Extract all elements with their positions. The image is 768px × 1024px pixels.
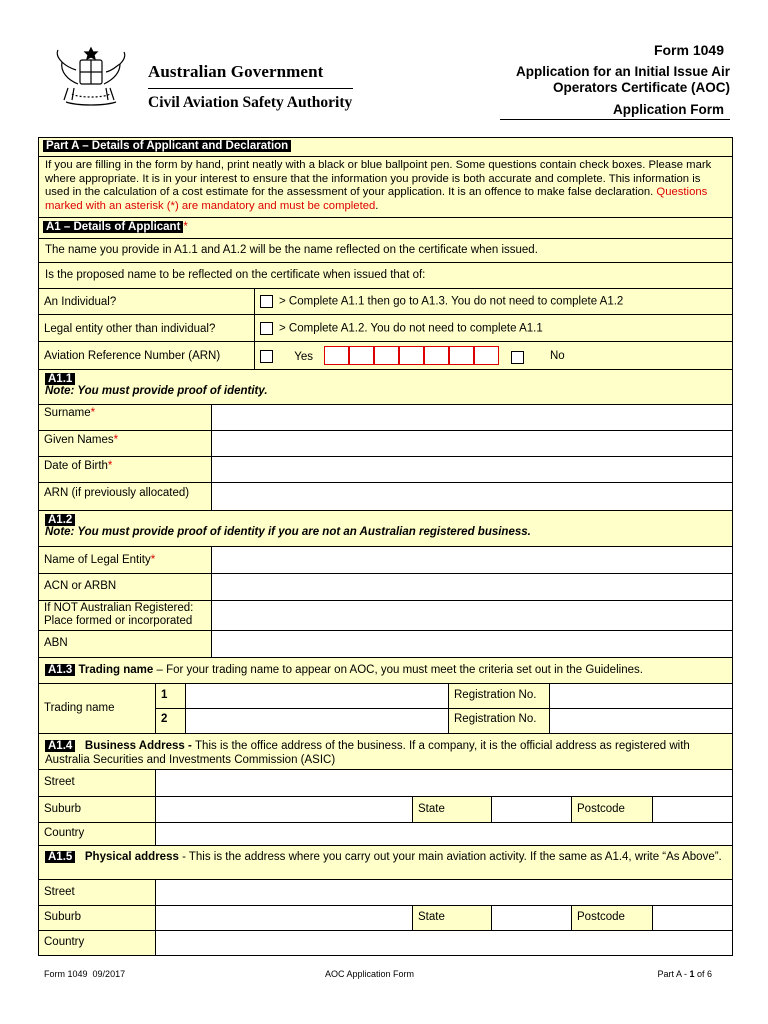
abn-field[interactable] — [211, 630, 733, 658]
a1-5-heading — [38, 845, 733, 880]
mandatory-notice: Questions marked with an asterisk (*) are mandatory and must be completed — [45, 186, 708, 212]
trading-name-2-number: 2 — [155, 708, 186, 734]
a1-3-title: Trading name — [78, 664, 154, 676]
a1-1-note: Note: You must provide proof of identity. — [45, 385, 268, 397]
physical-state-field[interactable] — [491, 905, 572, 931]
place-formed-label — [38, 600, 212, 631]
surname-asterisk: * — [90, 407, 96, 419]
place-formed-field[interactable] — [211, 600, 733, 631]
arn-no-checkbox[interactable] — [511, 351, 524, 364]
place-formed-line1: If NOT Australian Registered: — [44, 602, 194, 614]
physical-suburb-field[interactable] — [155, 905, 413, 931]
form-title: Application for an Initial Issue Air Operators Certificate (AOC) — [515, 64, 730, 95]
legal-entity-checkbox[interactable] — [260, 322, 273, 335]
a1-line2: Is the proposed name to be reflected on the certificate when issued that of: — [38, 262, 733, 289]
given-names-text: Given Names — [44, 434, 114, 446]
instructions — [38, 156, 733, 218]
a1-3-tag: A1.3 — [45, 664, 75, 676]
individual-option — [254, 288, 733, 315]
a1-1-heading — [38, 369, 733, 405]
legal-entity-name-text: Name of Legal Entity — [44, 554, 151, 566]
government-name: Australian Government — [148, 62, 324, 81]
a1-2-note: Note: You must provide proof of identity if you are not an Australian registered business. — [45, 526, 531, 538]
a1-4-title: Business Address - — [84, 740, 196, 752]
business-country-field[interactable] — [155, 822, 733, 846]
footer-form-text: Form 1049 — [44, 969, 88, 979]
trading-name-2-field[interactable] — [185, 708, 449, 734]
place-formed-line2: Place formed or incorporated — [44, 615, 193, 627]
subtitle-rule — [500, 119, 730, 120]
footer-page-suffix: of 6 — [694, 969, 712, 979]
legal-entity-label: Legal entity other than individual? — [38, 314, 255, 342]
footer-form-number — [44, 969, 125, 979]
dob-text: Date of Birth — [44, 460, 108, 472]
arn-digit-box[interactable] — [374, 346, 399, 365]
a1-3-heading — [38, 657, 733, 684]
physical-state-label: State — [412, 905, 492, 931]
business-country-label: Country — [38, 822, 156, 846]
coat-of-arms-icon — [48, 44, 134, 110]
given-names-field[interactable] — [211, 430, 733, 457]
physical-country-label: Country — [38, 930, 156, 956]
surname-label — [38, 404, 212, 431]
legal-entity-option-text: > Complete A1.2. You do not need to complete A1.1 — [279, 322, 543, 335]
legal-entity-name-field[interactable] — [211, 546, 733, 574]
a1-4-heading — [38, 733, 733, 770]
business-street-label: Street — [38, 769, 156, 797]
business-suburb-label: Suburb — [38, 796, 156, 823]
a1-5-tag: A1.5 — [45, 851, 75, 863]
physical-suburb-label: Suburb — [38, 905, 156, 931]
a1-2-heading — [38, 510, 733, 547]
a1-asterisk: * — [183, 221, 188, 233]
individual-label: An Individual? — [38, 288, 255, 315]
a1-2-tag: A1.2 — [45, 514, 75, 526]
registration-1-label: Registration No. — [448, 683, 550, 709]
footer-date: 09/2017 — [92, 969, 126, 979]
trading-name-1-field[interactable] — [185, 683, 449, 709]
form-subtitle: Application Form — [613, 102, 724, 117]
acn-field[interactable] — [211, 573, 733, 601]
a1-4-desc: This is the office address of the business. If a company, it is the official address as registered with Australia Securities and Investments Commission (ASIC) — [45, 740, 690, 766]
business-postcode-label: Postcode — [571, 796, 653, 823]
physical-street-field[interactable] — [155, 879, 733, 906]
business-state-label: State — [412, 796, 492, 823]
instructions-end: . — [375, 199, 379, 212]
a1-5-desc: - This is the address where you carry out your main aviation activity. If the same as A1.4, write “As Above”. — [178, 851, 722, 863]
agency-divider — [148, 88, 353, 89]
a1-1-tag: A1.1 — [45, 373, 75, 385]
legal-entity-option — [254, 314, 733, 342]
surname-text: Surname — [44, 407, 91, 419]
business-street-field[interactable] — [155, 769, 733, 797]
abn-label: ABN — [38, 630, 212, 658]
arn-digit-box[interactable] — [399, 346, 424, 365]
arn-label: Aviation Reference Number (ARN) — [38, 341, 255, 370]
individual-option-text: > Complete A1.1 then go to A1.3. You do not need to complete A1.2 — [279, 295, 624, 308]
a1-3-desc: – For your trading name to appear on AOC, you must meet the criteria set out in the Guidelines. — [153, 664, 643, 676]
authority-name: Civil Aviation Safety Authority — [148, 94, 353, 111]
registration-2-label: Registration No. — [448, 708, 550, 734]
a1-heading: A1 – Details of Applicant — [43, 221, 183, 233]
footer-page-number: 1 — [689, 969, 695, 979]
arn-yes-checkbox[interactable] — [260, 350, 273, 363]
arn-yes-label: Yes — [294, 350, 313, 363]
physical-country-field[interactable] — [155, 930, 733, 956]
acn-label: ACN or ARBN — [38, 573, 212, 601]
form-number: Form 1049 — [653, 42, 724, 58]
footer-page — [657, 969, 712, 979]
business-state-field[interactable] — [491, 796, 572, 823]
arn-digit-box[interactable] — [424, 346, 449, 365]
dob-label — [38, 456, 212, 483]
trading-name-label: Trading name — [38, 683, 156, 734]
part-a-heading: Part A – Details of Applicant and Declaration — [43, 140, 291, 152]
arn-prev-field[interactable] — [211, 482, 733, 511]
physical-postcode-field[interactable] — [652, 905, 733, 931]
instructions-text: If you are filling in the form by hand, print neatly with a black or blue ballpoint pen. Some questions contain check boxes. Please mark where appropriate. It is in your interest to ensure that the information you provide is both accurate and complete. This information is used in the calculation of a cost estimate for the assessment of your application. It is an offence to make false declaration. — [45, 159, 712, 198]
a1-4-tag: A1.4 — [45, 740, 75, 752]
physical-street-label: Street — [38, 879, 156, 906]
arn-digit-box[interactable] — [449, 346, 474, 365]
footer-page-prefix: Part A - — [657, 969, 690, 979]
part-a-heading-row — [38, 137, 733, 157]
dob-asterisk: * — [107, 460, 113, 472]
arn-digit-box[interactable] — [324, 346, 349, 365]
a1-heading-row — [38, 217, 733, 239]
a1-5-title: Physical address — [84, 851, 179, 863]
dob-field[interactable] — [211, 456, 733, 483]
physical-postcode-label: Postcode — [571, 905, 653, 931]
legal-entity-name-label — [38, 546, 212, 574]
business-suburb-field[interactable] — [155, 796, 413, 823]
trading-name-1-number: 1 — [155, 683, 186, 709]
registration-2-field[interactable] — [549, 708, 733, 734]
given-names-label — [38, 430, 212, 457]
arn-digit-box[interactable] — [349, 346, 374, 365]
individual-checkbox[interactable] — [260, 295, 273, 308]
a1-line1: The name you provide in A1.1 and A1.2 will be the name reflected on the certificate when issued. — [38, 238, 733, 263]
given-names-asterisk: * — [113, 434, 119, 446]
arn-no-label: No — [550, 350, 565, 362]
agency-name — [148, 62, 353, 112]
arn-digit-box[interactable] — [474, 346, 499, 365]
arn-prev-label: ARN (if previously allocated) — [38, 482, 212, 511]
legal-entity-asterisk: * — [150, 554, 156, 566]
footer-title: AOC Application Form — [325, 969, 415, 979]
registration-1-field[interactable] — [549, 683, 733, 709]
surname-field[interactable] — [211, 404, 733, 431]
business-postcode-field[interactable] — [652, 796, 733, 823]
